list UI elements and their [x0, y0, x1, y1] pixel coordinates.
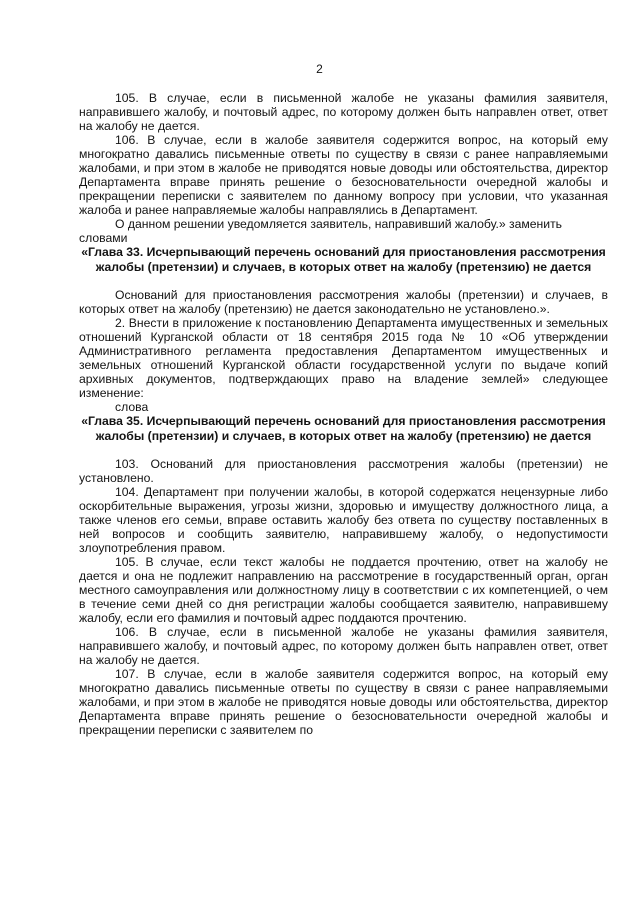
paragraph: 104. Департамент при получении жалобы, в которой содержатся нецензурные либо оскорбительные выражения, угрозы жизни, здоровью и имуществу должностного лица, а также членов его семьи, вправе оставить жалобу без ответа по существу поставленных в ней вопросов и сообщить заявителю, направившему жалобу, о недопустимости злоупотребления правом. — [79, 485, 608, 555]
paragraph: 106. В случае, если в письменной жалобе не указаны фамилия заявителя, направившего жалобу, и почтовый адрес, по которому должен быть направлен ответ, ответ на жалобу не дается. — [79, 625, 608, 667]
paragraph-slova: слова — [115, 400, 149, 414]
paragraph: 105. В случае, если текст жалобы не поддается прочтению, ответ на жалобу не дается и она не подлежит направлению на рассмотрение в государственный орган, орган местного самоуправления или должностному лицу в соответствии с их компетенцией, о чем в течение семи дней со дня регистрации жалобы сообщается заявителю, направившему жалобу, если его фамилия и почтовый адрес поддаются прочтению. — [79, 555, 608, 625]
paragraph: 107. В случае, если в жалобе заявителя содержится вопрос, на который ему многократно давались письменные ответы по существу в связи с ранее направляемыми жалобами, и при этом в жалобе не приводятся новые доводы или обстоятельства, директор Департамента вправе принять решение о безосновательности очередной жалобы и прекращении переписки с заявителем по — [79, 667, 608, 737]
chapter-heading-33: «Глава 33. Исчерпывающий перечень оснований для приостановления рассмотрения жалобы (претензии) и случаев, в которых ответ на жалобу (претензию) не дается — [81, 245, 606, 274]
paragraph: О данном решении уведомляется заявитель, направивший жалобу.» заменить — [115, 217, 563, 231]
chapter-heading-35: «Глава 35. Исчерпывающий перечень оснований для приостановления рассмотрения жалобы (претензии) и случаев, в которых ответ на жалобу (претензию) не дается — [81, 414, 606, 443]
paragraph: 2. Внести в приложение к постановлению Департамента имущественных и земельных отношений Курганской области от 18 сентября 2015 года № 10 «Об утверждении Административного регламента предоставления Департаментом имущественных и земельных отношений Курганской области государственной услуги по выдаче копий архивных документов, подтверждающих право на владение землей» следующее изменение: — [79, 316, 608, 400]
paragraph: 105. В случае, если в письменной жалобе не указаны фамилия заявителя, направившего жалобу, и почтовый адрес, по которому должен быть направлен ответ, ответ на жалобу не дается. — [79, 91, 608, 133]
paragraph: 106. В случае, если в жалобе заявителя содержится вопрос, на который ему многократно давались письменные ответы по существу в связи с ранее направляемыми жалобами, и при этом в жалобе не приводятся новые доводы или обстоятельства, директор Департамента вправе принять решение о безосновательности очередной жалобы и прекращении переписки с заявителем по данному вопросу при условии, что указанная жалоба и ранее направляемые жалобы направлялись в Департамент. — [79, 133, 608, 217]
paragraph: Оснований для приостановления рассмотрения жалобы (претензии) и случаев, в которых ответ на жалобу (претензию) не дается законодательно не установлено.». — [79, 288, 608, 316]
paragraph-slovami: словами — [79, 231, 128, 245]
document-body — [79, 91, 608, 737]
paragraph: 103. Оснований для приостановления рассмотрения жалобы (претензии) не установлено. — [79, 457, 608, 485]
page-number: 2 — [316, 62, 323, 76]
